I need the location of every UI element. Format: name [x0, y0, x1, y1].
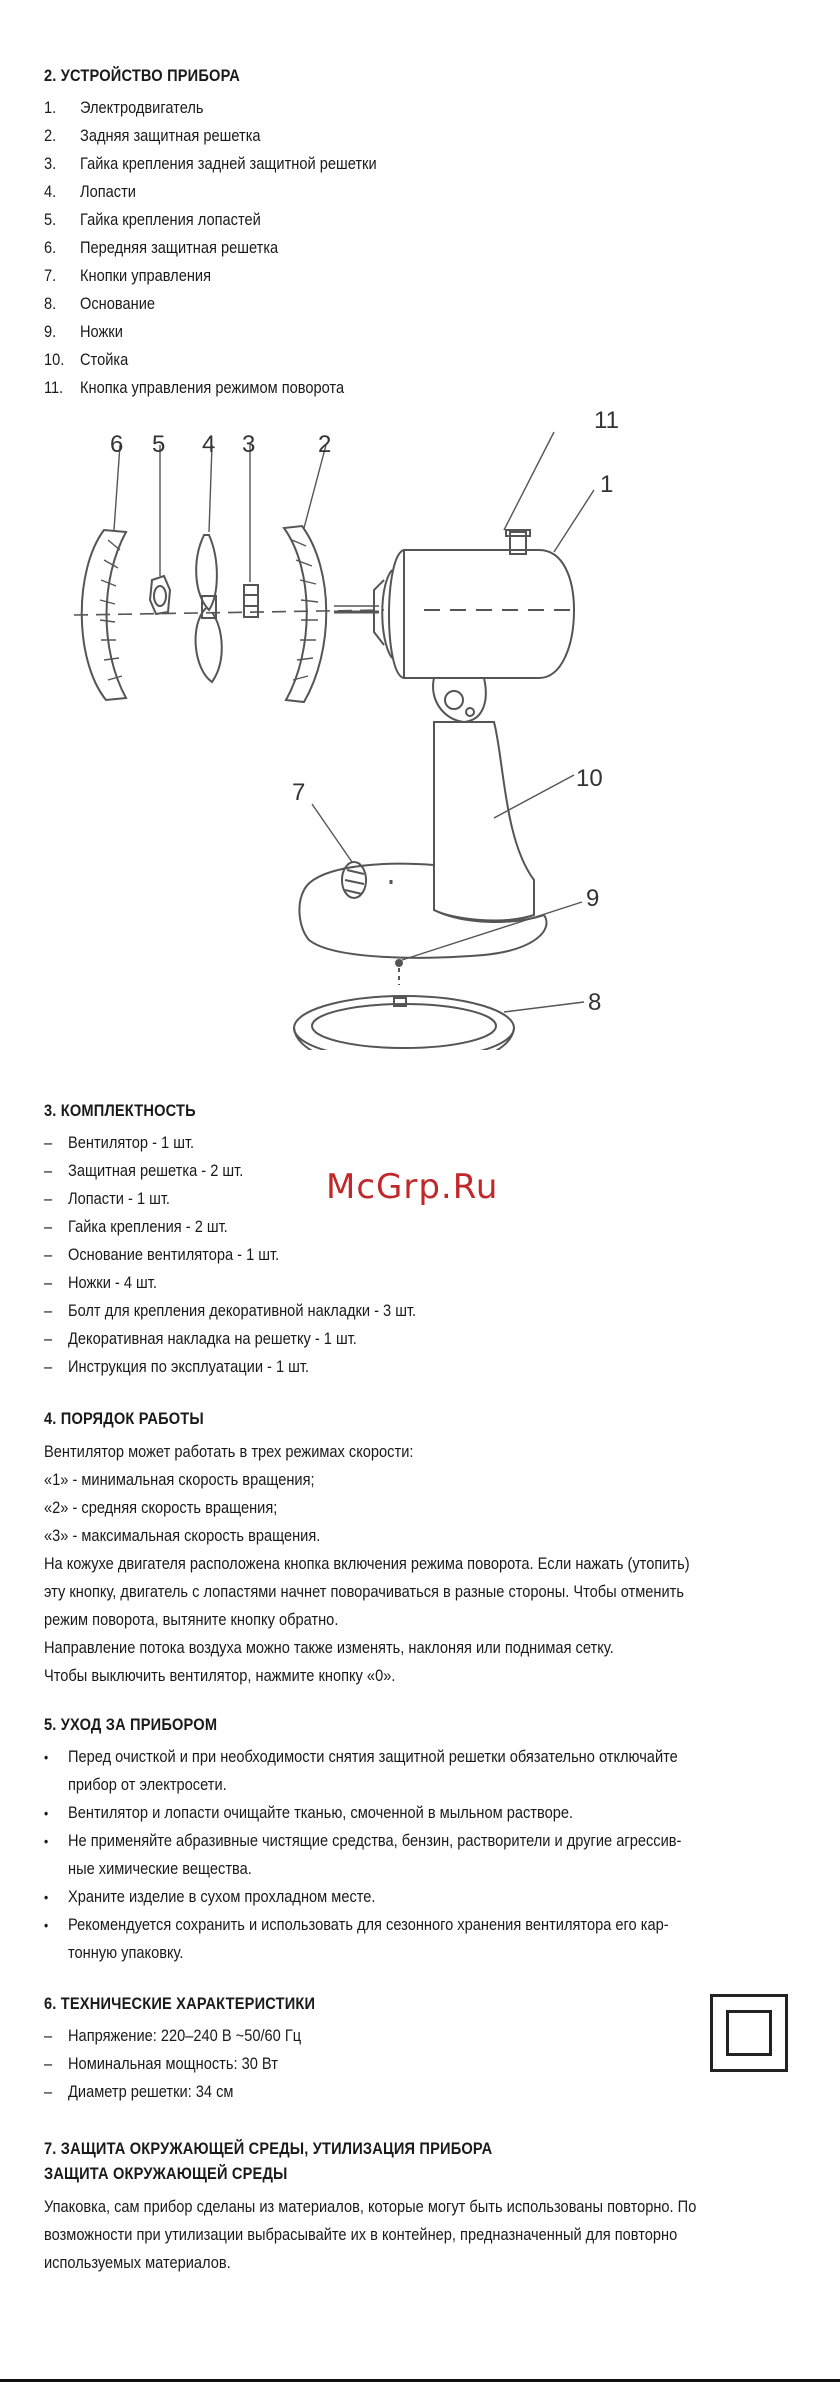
list-item-continuation — [44, 1939, 804, 1967]
list-item — [44, 1297, 744, 1325]
bullet-dot: • — [44, 1805, 49, 1821]
item-label: Стойка — [80, 350, 129, 369]
list-item — [44, 1353, 744, 1381]
item-label: Не применяйте абразивные чистящие средства, бензин, растворители и другие агрессив- — [68, 1831, 682, 1850]
motor-part — [334, 530, 574, 678]
item-label: Задняя защитная решетка — [80, 126, 261, 145]
list-item — [44, 2050, 544, 2078]
bullet-dot: • — [44, 1833, 49, 1849]
section-7-subtitle: ЗАЩИТА ОКРУЖАЮЩЕЙ СРЕДЫ — [44, 2164, 288, 2183]
diagram-label-2: 2 — [318, 431, 332, 458]
item-number: 7. — [44, 266, 57, 285]
diagram-label-5: 5 — [152, 431, 166, 458]
list-item — [44, 374, 744, 402]
item-label: Декоративная накладка на решетку - 1 шт. — [68, 1329, 357, 1348]
item-label: Болт для крепления декоративной накладки - 3 шт. — [68, 1301, 417, 1320]
list-item — [44, 1743, 804, 1771]
bullet-dash: – — [44, 1301, 53, 1320]
environment-text — [44, 2193, 803, 2277]
section-5-title: 5. УХОД ЗА ПРИБОРОМ — [44, 1715, 218, 1734]
item-label: Вентилятор - 1 шт. — [68, 1133, 195, 1152]
item-label-continued: ные химические вещества. — [68, 1859, 252, 1878]
list-item — [44, 122, 744, 150]
text-line: возможности при утилизации выбрасывайте их в контейнер, предназначенный для повторно — [44, 2225, 678, 2244]
bullet-dash: – — [44, 2082, 53, 2101]
list-item — [44, 1883, 804, 1911]
rear-grille-part — [284, 526, 326, 702]
item-label: Основание вентилятора - 1 шт. — [68, 1245, 280, 1264]
stand-part — [434, 722, 534, 920]
item-label: Передняя защитная решетка — [80, 238, 279, 257]
text-line: используемых материалов. — [44, 2253, 231, 2272]
item-label: Храните изделие в сухом прохладном месте. — [68, 1887, 376, 1906]
item-label: Номинальная мощность: 30 Вт — [68, 2054, 278, 2073]
item-number: 6. — [44, 238, 57, 257]
bullet-dash: – — [44, 1161, 53, 1180]
text-line: «3» - максимальная скорость вращения. — [44, 1526, 321, 1545]
diagram-label-4: 4 — [202, 431, 216, 458]
item-label-continued: тонную упаковку. — [68, 1943, 184, 1962]
list-item — [44, 318, 744, 346]
diagram-label-9: 9 — [586, 885, 600, 912]
base-part — [299, 862, 546, 958]
text-line: Вентилятор может работать в трех режимах скорости: — [44, 1442, 414, 1461]
list-item — [44, 1213, 744, 1241]
list-item — [44, 1325, 744, 1353]
list-item — [44, 262, 744, 290]
text-line: «2» - средняя скорость вращения; — [44, 1498, 278, 1517]
operation-text — [44, 1438, 795, 1690]
item-label: Кнопки управления — [80, 266, 212, 285]
item-label: Вентилятор и лопасти очищайте тканью, смоченной в мыльном растворе. — [68, 1803, 574, 1822]
list-item — [44, 290, 744, 318]
list-item — [44, 150, 744, 178]
section-4-title: 4. ПОРЯДОК РАБОТЫ — [44, 1409, 204, 1428]
bullet-dot: • — [44, 1749, 49, 1765]
item-number: 9. — [44, 322, 57, 341]
item-label: Гайка крепления задней защитной решетки — [80, 154, 377, 173]
diagram-label-6: 6 — [110, 431, 124, 458]
item-number: 4. — [44, 182, 57, 201]
list-item — [44, 1129, 744, 1157]
list-item — [44, 1799, 804, 1827]
list-item — [44, 1269, 744, 1297]
item-label: Кнопка управления режимом поворота — [80, 378, 345, 397]
diagram-label-8: 8 — [588, 989, 602, 1016]
double-insulation-icon — [710, 1994, 788, 2072]
item-label: Ножки - 4 шт. — [68, 1273, 157, 1292]
list-item-continuation — [44, 1771, 804, 1799]
item-label: Электродвигатель — [80, 98, 204, 117]
item-label: Лопасти — [80, 182, 136, 201]
ring-base-part — [294, 996, 514, 1050]
blades-part — [196, 535, 222, 682]
item-label: Инструкция по эксплуатации - 1 шт. — [68, 1357, 310, 1376]
item-number: 2. — [44, 126, 57, 145]
list-item — [44, 1911, 804, 1939]
item-number: 3. — [44, 154, 57, 173]
item-number: 8. — [44, 294, 57, 313]
bullet-dash: – — [44, 1357, 53, 1376]
list-item — [44, 94, 744, 122]
diagram-label-7: 7 — [292, 779, 306, 806]
diagram-label-10: 10 — [576, 765, 603, 792]
watermark: McGrp.Ru — [326, 1167, 499, 1207]
item-label: Диаметр решетки: 34 см — [68, 2082, 234, 2101]
list-item — [44, 1827, 804, 1855]
list-item — [44, 346, 744, 374]
item-label: Напряжение: 220–240 В ~50/60 Гц — [68, 2026, 302, 2045]
list-item — [44, 1241, 744, 1269]
list-item — [44, 178, 744, 206]
bullet-dash: – — [44, 1245, 53, 1264]
blade-nut-part — [150, 576, 170, 614]
bullet-dot: • — [44, 1917, 49, 1933]
fan-exploded-diagram — [34, 400, 654, 1050]
section-7-title: 7. ЗАЩИТА ОКРУЖАЮЩЕЙ СРЕДЫ, УТИЛИЗАЦИЯ ПРИБОРА — [44, 2139, 493, 2158]
section-3-title: 3. КОМПЛЕКТНОСТЬ — [44, 1101, 196, 1120]
bullet-dash: – — [44, 2026, 53, 2045]
diagram-label-3: 3 — [242, 431, 256, 458]
list-item — [44, 2022, 544, 2050]
item-label: Защитная решетка - 2 шт. — [68, 1161, 244, 1180]
item-label: Основание — [80, 294, 155, 313]
text-line: эту кнопку, двигатель с лопастями начнет поворачиваться в разные стороны. Чтобы отменить — [44, 1582, 684, 1601]
bullet-dash: – — [44, 2054, 53, 2073]
bullet-dash: – — [44, 1133, 53, 1152]
diagram-label-1: 1 — [600, 471, 614, 498]
item-label: Ножки — [80, 322, 123, 341]
list-item-continuation — [44, 1855, 804, 1883]
bullet-dash: – — [44, 1217, 53, 1236]
item-number: 11. — [44, 378, 64, 397]
section-6-title: 6. ТЕХНИЧЕСКИЕ ХАРАКТЕРИСТИКИ — [44, 1994, 316, 2013]
bullet-dash: – — [44, 1189, 53, 1208]
text-line: режим поворота, вытяните кнопку обратно. — [44, 1610, 339, 1629]
item-label-continued: прибор от электросети. — [68, 1775, 227, 1794]
text-line: «1» - минимальная скорость вращения; — [44, 1470, 315, 1489]
list-item — [44, 2078, 544, 2106]
text-line: На кожухе двигателя расположена кнопка включения режима поворота. Если нажать (утопить) — [44, 1554, 690, 1573]
item-label: Рекомендуется сохранить и использовать для сезонного хранения вентилятора его кар- — [68, 1915, 669, 1934]
bullet-dash: – — [44, 1329, 53, 1348]
item-label: Гайка крепления лопастей — [80, 210, 261, 229]
bullet-dot: • — [44, 1889, 49, 1905]
list-item — [44, 206, 744, 234]
list-item — [44, 234, 744, 262]
text-line: Упаковка, сам прибор сделаны из материалов, которые могут быть использованы повторно. По — [44, 2197, 697, 2216]
item-label: Лопасти - 1 шт. — [68, 1189, 171, 1208]
item-label: Перед очисткой и при необходимости снятия защитной решетки обязательно отключайте — [68, 1747, 678, 1766]
diagram-label-11: 11 — [594, 407, 619, 434]
bullet-dash: – — [44, 1273, 53, 1292]
item-number: 1. — [44, 98, 57, 117]
text-line: Чтобы выключить вентилятор, нажмите кнопку «0». — [44, 1666, 396, 1685]
item-label: Гайка крепления - 2 шт. — [68, 1217, 228, 1236]
text-line: Направление потока воздуха можно также изменять, наклоняя или поднимая сетку. — [44, 1638, 614, 1657]
item-number: 5. — [44, 210, 57, 229]
care-list — [44, 1743, 804, 1967]
item-number: 10. — [44, 350, 65, 369]
specifications-list — [44, 2022, 544, 2106]
section-2-title: 2. УСТРОЙСТВО ПРИБОРА — [44, 66, 240, 85]
device-parts-list — [44, 94, 744, 402]
